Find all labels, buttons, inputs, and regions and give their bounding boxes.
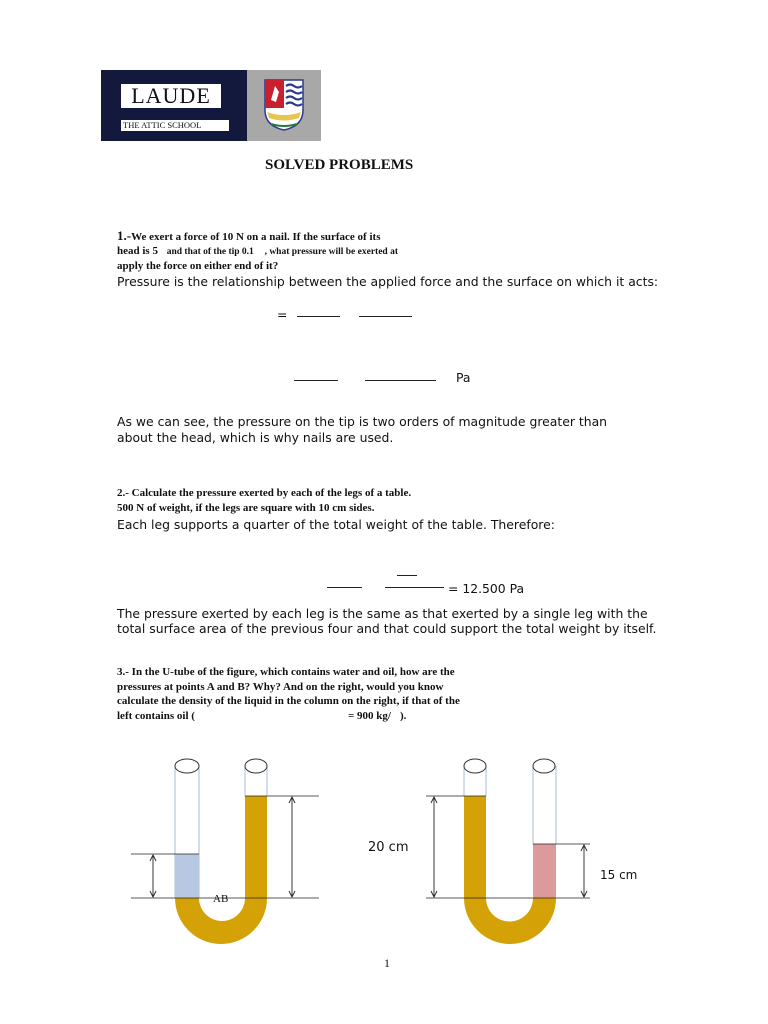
problem1-line2 (117, 245, 398, 257)
points-label: AB (213, 893, 229, 905)
u-tube-figure-1 (125, 752, 325, 952)
problem3-line4a: left contains oil ( (117, 710, 195, 722)
equation1-equals: = (277, 307, 288, 322)
problem3-line4b: = 900 kg/ (348, 710, 391, 722)
problem2-line2: 500 N of weight, if the legs are square with 10 cm sides. (117, 502, 375, 514)
problem1-conclusion-1: As we can see, the pressure on the tip is two orders of magnitude greater than (117, 414, 608, 429)
tube-mouth-left (175, 759, 199, 773)
liquid-height-arrow (581, 845, 587, 897)
equation1-fraction-bar (359, 316, 412, 317)
oil-height-arrow (289, 797, 295, 897)
equation3-fraction-bar (397, 575, 417, 576)
logo-crest-panel (247, 70, 321, 141)
problem1-line2c: , what pressure will be exerted at (264, 247, 398, 257)
problem3-line1: 3.- In the U-tube of the figure, which contains water and oil, how are the (117, 666, 455, 678)
problem1-line3: apply the force on either end of it? (117, 260, 279, 272)
equation2-unit: Pa (456, 370, 471, 385)
school-logo (101, 70, 321, 141)
school-crest-icon (263, 78, 305, 132)
logo-subtitle: THE ATTIC SCHOOL (121, 120, 229, 131)
problem1-line2b: and that of the tip 0.1 (166, 247, 254, 257)
problem2-conclusion-2: total surface area of the previous four and that could support the total weight by itself. (117, 621, 657, 636)
problem3-line4c: ). (400, 710, 407, 722)
problem1-line2a: head is 5 (117, 245, 158, 257)
problem3-line2: pressures at points A and B? Why? And on the right, would you know (117, 681, 444, 693)
equation3-fraction-bar (327, 587, 362, 588)
equation2-fraction-bar (365, 380, 436, 381)
problem1-line1 (117, 228, 380, 244)
water-column (175, 854, 199, 898)
tube-mouth-right (533, 759, 555, 773)
logo-wordmark: LAUDE (121, 84, 221, 108)
unknown-liquid-column (533, 844, 556, 898)
problem2-conclusion-1: The pressure exerted by each leg is the same as that exerted by a single leg with the (117, 606, 648, 621)
page-title: SOLVED PROBLEMS (265, 157, 414, 173)
problem1-conclusion-2: about the head, which is why nails are used. (117, 430, 394, 445)
page-number: 1 (384, 956, 390, 970)
problem3-line3: calculate the density of the liquid in the column on the right, if that of the (117, 695, 460, 707)
logo-dark-panel (101, 70, 247, 141)
problem2-explanation: Each leg supports a quarter of the total weight of the table. Therefore: (117, 517, 555, 532)
tube-mouth-left (464, 759, 486, 773)
problem1-number: 1.- (117, 228, 132, 243)
equation3-result: = 12.500 Pa (448, 581, 525, 596)
water-height-arrow (150, 855, 156, 897)
problem1-text: We exert a force of 10 N on a nail. If the surface of its (131, 231, 381, 243)
fig2-left-height-label: 20 cm (368, 840, 409, 855)
problem1-explanation: Pressure is the relationship between the applied force and the surface on which it acts: (117, 274, 659, 289)
equation1-fraction-bar (297, 316, 340, 317)
problem2-line1: 2.- Calculate the pressure exerted by each of the legs of a table. (117, 487, 412, 499)
tube-mouth-right (245, 759, 267, 773)
oil-height-arrow (431, 797, 437, 897)
fig2-right-height-label: 15 cm (600, 868, 638, 882)
equation3-fraction-bar (385, 587, 444, 588)
equation2-fraction-bar (294, 380, 338, 381)
